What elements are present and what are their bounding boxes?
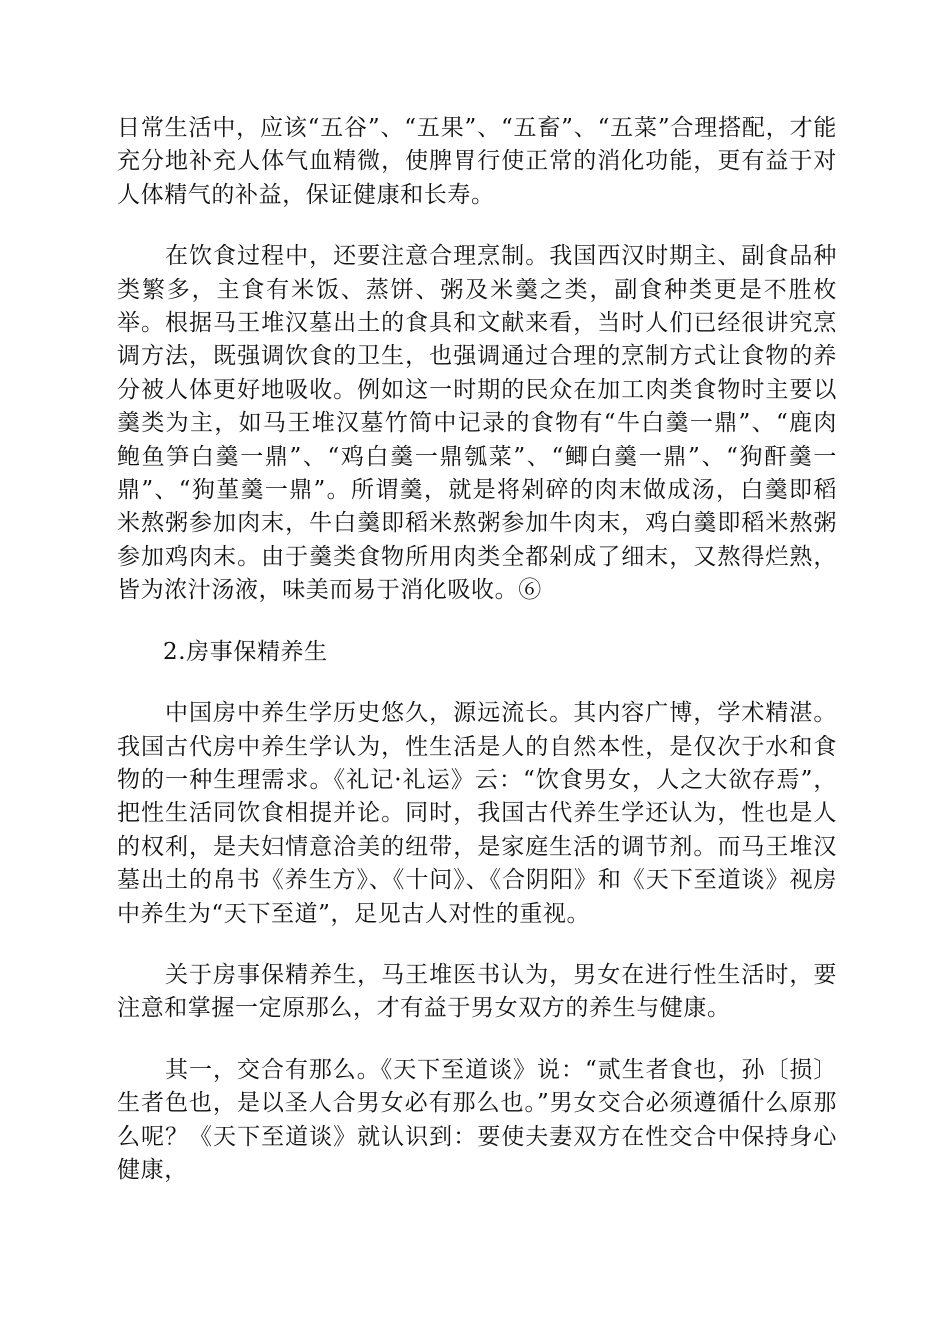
paragraph-principles: 关于房事保精养生，马王堆医书认为，男女在进行性生活时，要注意和掌握一定原那么，才有益于男女双方的养生与健康。 xyxy=(117,961,837,1022)
paragraph-history: 中国房中养生学历史悠久，源远流长。其内容广博，学术精湛。我国古代房中养生学认为，性生活是人的自然本性，是仅次于水和食物的一种生理需求。《礼记·礼运》云：“饮食男女，人之大欲存焉”，把性生活同饮食相提并论。同时，我国古代养生学还认为，性也是人的权利，是夫妇情意洽美的纽带，是家庭生活的调节剂。而马王堆汉墓出土的帛书《养生方》、《十问》、《合阴阳》和《天下至道谈》视房中养生为“天下至道”，足见古人对性的重视。 xyxy=(117,700,837,927)
paragraph-cooking: 在饮食过程中，还要注意合理烹制。我国西汉时期主、副食品种类繁多，主食有米饭、蒸饼、粥及米羹之类，副食种类更是不胜枚举。根据马王堆汉墓出土的食具和文献来看，当时人们已经很讲究烹调方法，既强调饮食的卫生，也强调通过合理的烹制方式让食物的养分被人体更好地吸收。例如这一时期的民众在加工肉类食物时主要以羹类为主，如马王堆汉墓竹简中记录的食物有“牛白羹一鼎”、“鹿肉鲍鱼笋白羹一鼎”、“鸡白羹一鼎瓠菜”、“鲫白羹一鼎”、“狗酐羹一鼎”、“狗堇羹一鼎”。所谓羹，就是将剁碎的肉末做成汤，白羹即稻米熬粥参加肉末，牛白羹即稻米熬粥参加牛肉末，鸡白羹即稻米熬粥参加鸡肉末。由于羹类食物所用肉类全都剁成了细末，又熬得烂熟，皆为浓汁汤液，味美而易于消化吸收。⑥ xyxy=(117,243,837,604)
paragraph-diet-combination: 日常生活中，应该“五谷”、“五果”、“五畜”、“五菜”合理搭配，才能充分地补充人体气血精微，使脾胃行使正常的消化功能，更有益于对人体精气的补益，保证健康和长寿。 xyxy=(117,115,837,208)
section-heading: 2.房事保精养生 xyxy=(163,638,328,665)
document-page xyxy=(117,112,837,1215)
paragraph-first-principle: 其一，交合有那么。《天下至道谈》说：“贰生者食也，孙〔损〕生者色也，是以圣人合男女必有那么也。”男女交合必须遵循什么原那么呢？《天下至道谈》就认识到：要使夫妻双方在性交合中保持身心健康， xyxy=(117,1056,837,1183)
